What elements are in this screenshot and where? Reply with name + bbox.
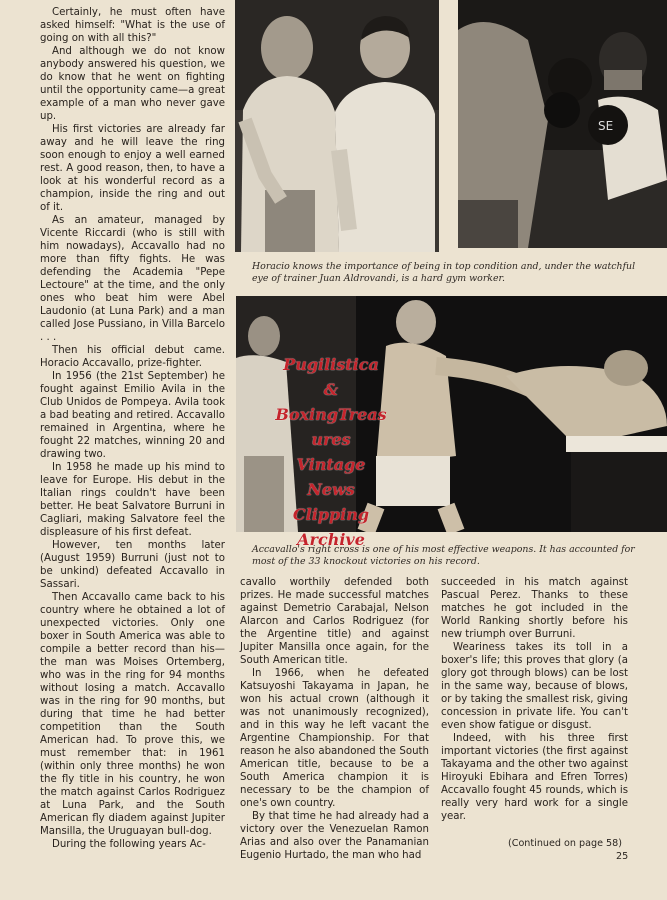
paragraph: Weariness takes its toll in a boxer's life; this proves that glory (a glory got through blows) can be lost in the same way, because of blows, or by taking the smallest risk, giving concession in private life. You can't even show fatigue or disgust.: [441, 642, 628, 731]
paragraph: By that time he had already had a victory over the Venezuelan Ramon Arias and also over the Panamanian Eugenio Hurtado, the man who had: [240, 811, 429, 861]
svg-text:SE: SE: [598, 119, 614, 133]
watermark: [268, 352, 394, 552]
paragraph: In 1956 (the 21st September) he fought against Emilio Avila in the Club Unidos de Pompeya. Avila took a bad beating and retired. Accavallo remained in Argentina, where he fought 22 matches, winning 20 and drawing two.: [40, 371, 225, 460]
photo-caption-top: Horacio knows the importance of being in top condition and, under the watchful eye of trainer Juan Aldrovandi, is a hard gym worker.: [252, 261, 636, 284]
paragraph: And although we do not know anybody answered his question, we do know that he went on fighting until the opportunity came—a great example of a man who never gave up.: [40, 46, 225, 122]
paragraph: Then his official debut came. Horacio Accavallo, prize-fighter.: [40, 345, 225, 369]
paragraph: However, ten months later (August 1959) Burruni (just not to be unkind) defeated Accavallo in Sassari.: [40, 540, 225, 590]
watermark-line: Archive: [297, 530, 365, 549]
watermark-line: Pugilistica: [283, 355, 379, 374]
paragraph: As an amateur, managed by Vicente Riccardi (who is still with him nowadays), Accavallo had no more than fifty fights. He was defending the Academia "Pepe Lectoure" at the time, and the only ones who beat him were Abel Laudonio (at Luna Park) and a man called Jose Pussiano, in Villa Barcelo . . .: [40, 215, 225, 343]
photo-trainer-and-boxer: [235, 0, 439, 252]
paragraph: Indeed, with his three first important victories (the first against Takayama and the other two against Hiroyuki Ebihara and Efren Torres) Accavallo fought 45 rounds, which is really very hard work for a single year.: [441, 733, 628, 822]
watermark-line: BoxingTreas: [275, 405, 387, 424]
paragraph: Certainly, he must often have asked himself: "What is the use of going on with all this?": [40, 7, 225, 44]
paragraph: During the following years Ac-: [52, 839, 206, 850]
paragraph: cavallo worthily defended both prizes. He made successful matches against Demetrio Carabajal, Nelson Alarcon and Carlos Rodriguez (for the Argentine title) and against Jupiter Mansilla once again, for the South American title.: [240, 577, 429, 666]
paragraph: Then Accavallo came back to his country where he obtained a lot of unexpected victories. Only one boxer in South America was able to compile a better record than his—the man was Moises Ortemberg, who was in the ring for 94 months without losing a match. Accavallo was in the ring for 90 months, but during that time he had better competition than the South American had. To prove this, we must remember that: in 1961 (within only three months) he won the fly title in his country, he won the match against Carlos Rodriguez at Luna Park, and the South American fly diadem against Jupiter Mansilla, the Uruguayan bull-dog.: [40, 592, 225, 837]
photo-caption-bottom: Accavallo's right cross is one of his most effective weapons. It has accounted for most of the 33 knockout victories on his record.: [252, 544, 635, 567]
continued-note: (Continued on page 58): [508, 838, 622, 849]
text-column-1: [40, 6, 225, 851]
photo-sparring: [458, 0, 667, 248]
paragraph: His first victories are already far away and he will leave the ring soon enough to enjoy a well earned rest. A good reason, then, to have a look at his wonderful record as a champion, inside the ring and out of it.: [40, 124, 225, 213]
watermark-line: ures: [311, 430, 351, 449]
watermark-line: News: [307, 480, 355, 499]
text-column-2: [240, 576, 429, 862]
paragraph: succeeded in his match against Pascual Perez. Thanks to these matches he got included in the World Ranking shortly before his new triumph over Burruni.: [441, 577, 628, 640]
paragraph: In 1958 he made up his mind to leave for Europe. His debut in the Italian rings couldn't have been better. He beat Salvatore Burruni in Cagliari, making Salvatore feel the displeasure of his first defeat.: [40, 462, 225, 538]
watermark-line: Clipping: [292, 505, 370, 524]
watermark-line: Vintage: [296, 455, 366, 474]
text-column-3: [441, 576, 628, 823]
page-number: 25: [616, 851, 629, 862]
watermark-line: &: [323, 380, 339, 399]
paragraph: In 1966, when he defeated Katsuyoshi Takayama in Japan, he won his actual crown (although it was not unanimously recognized), and in this way he left vacant the Argentine Championship. For that reason he also abandoned the South American title, because to be a South America champion it is necessary to be the champion of one's own country.: [240, 668, 429, 809]
